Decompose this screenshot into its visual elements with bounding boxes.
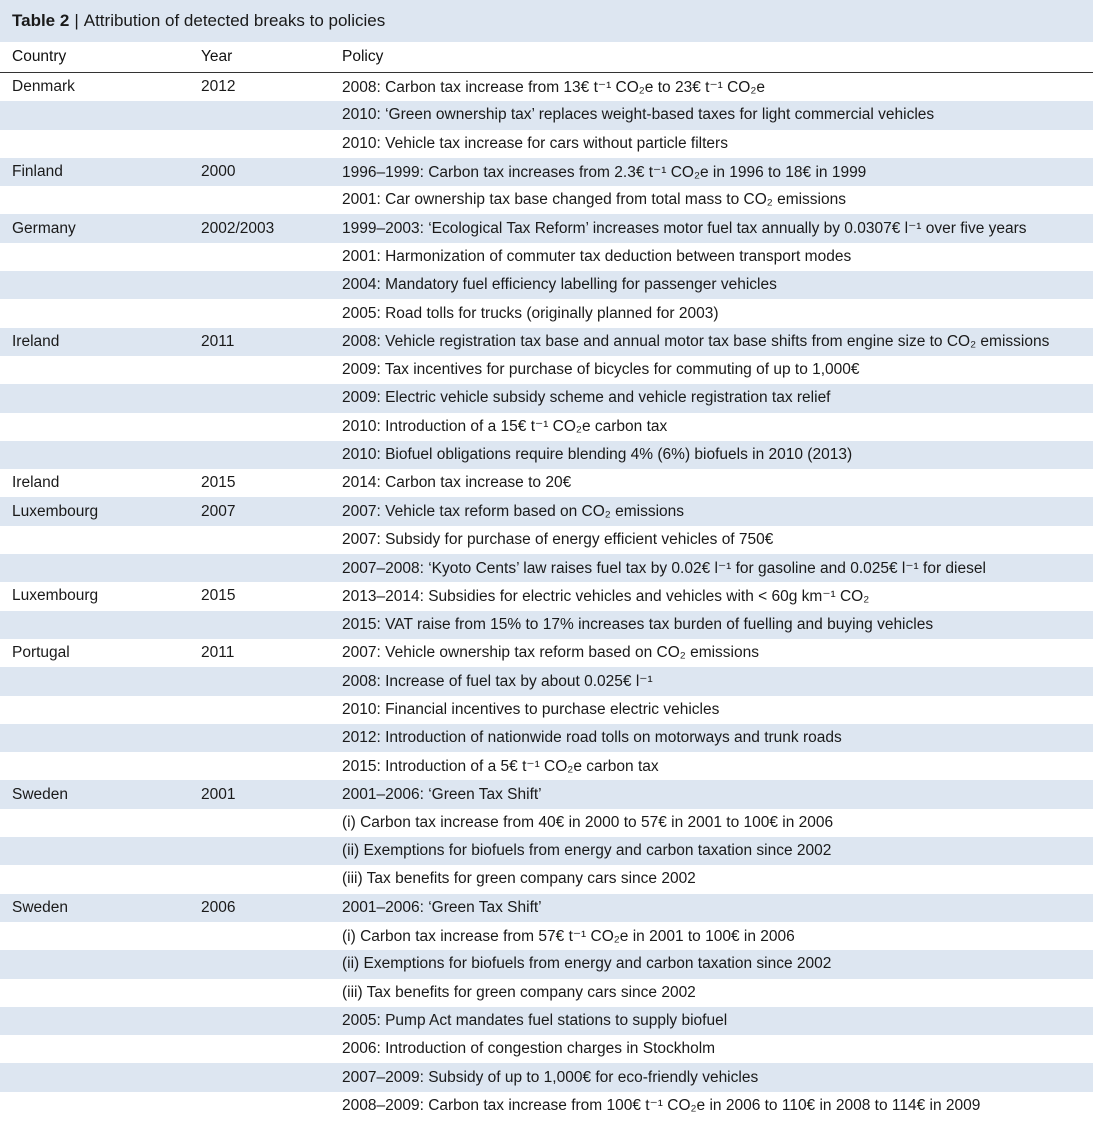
- cell-policy: 2005: Pump Act mandates fuel stations to supply biofuel: [330, 1007, 1093, 1035]
- cell-year: [189, 1092, 330, 1120]
- column-header-country: Country: [0, 42, 189, 73]
- cell-policy: 2005: Road tolls for trucks (originally planned for 2003): [342, 304, 719, 322]
- cell-year: 2001: [189, 780, 330, 808]
- table-row: [0, 979, 1093, 1007]
- cell-year: [189, 752, 330, 780]
- table-row: [0, 724, 1093, 752]
- cell-year: [189, 413, 330, 441]
- table-row: [0, 413, 1093, 441]
- cell-policy: 2006: Introduction of congestion charges in Stockholm: [342, 1040, 716, 1058]
- cell-year: [189, 922, 330, 950]
- cell-policy: 2007–2008: ‘Kyoto Cents’ law raises fuel tax by 0.02€ l⁻¹ for gasoline and 0.025€ l⁻¹ for diesel: [330, 554, 1093, 582]
- cell-country: Luxembourg: [0, 497, 189, 525]
- cell-country: [0, 186, 189, 214]
- table-row: [0, 752, 1093, 780]
- cell-year: [189, 356, 330, 384]
- cell-year: [189, 979, 330, 1007]
- cell-policy: 2009: Tax incentives for purchase of bicycles for commuting of up to 1,000€: [342, 361, 860, 379]
- cell-country: Luxembourg: [12, 587, 99, 605]
- cell-policy: 2008: Increase of fuel tax by about 0.025€ l⁻¹: [330, 667, 1093, 695]
- cell-policy: 2010: Financial incentives to purchase electric vehicles: [342, 700, 720, 718]
- cell-country: [0, 130, 189, 158]
- table-row: [0, 384, 1093, 412]
- cell-year: 2015: [201, 587, 236, 605]
- cell-year: [189, 384, 330, 412]
- cell-country: [0, 865, 189, 893]
- table-row: [0, 780, 1093, 808]
- cell-policy: (iii) Tax benefits for green company cars since 2002: [342, 870, 696, 888]
- cell-policy: 2013–2014: Subsidies for electric vehicles and vehicles with < 60g km⁻¹ CO₂: [342, 587, 870, 605]
- cell-year: 2012: [201, 78, 236, 96]
- cell-country: [0, 1035, 189, 1063]
- cell-country: [0, 526, 189, 554]
- cell-country: Germany: [0, 214, 189, 242]
- cell-policy: 2009: Electric vehicle subsidy scheme and vehicle registration tax relief: [330, 384, 1093, 412]
- cell-policy: 2008: Vehicle registration tax base and annual motor tax base shifts from engine size to CO₂ emissions: [330, 328, 1093, 356]
- cell-policy: (i) Carbon tax increase from 57€ t⁻¹ CO₂e in 2001 to 100€ in 2006: [342, 927, 795, 945]
- cell-country: [0, 950, 189, 978]
- cell-country: [0, 299, 189, 327]
- cell-country: Sweden: [0, 780, 189, 808]
- table-row: [0, 809, 1093, 837]
- table-row: [0, 950, 1093, 978]
- cell-year: [189, 1007, 330, 1035]
- table-row: [0, 101, 1093, 129]
- cell-year: 2000: [189, 158, 330, 186]
- table-row: [0, 73, 1093, 102]
- cell-policy: 2015: VAT raise from 15% to 17% increases tax burden of fuelling and buying vehicles: [330, 611, 1093, 639]
- table-row: [0, 639, 1093, 667]
- table-row: [0, 611, 1093, 639]
- cell-country: Sweden: [0, 894, 189, 922]
- cell-policy: 2001–2006: ‘Green Tax Shift’: [330, 894, 1093, 922]
- table-row: [0, 922, 1093, 950]
- table-row: [0, 526, 1093, 554]
- cell-country: [0, 724, 189, 752]
- cell-year: [189, 186, 330, 214]
- cell-country: Ireland: [12, 474, 60, 492]
- cell-year: 2002/2003: [189, 214, 330, 242]
- cell-policy: 2007: Vehicle tax reform based on CO₂ emissions: [330, 497, 1093, 525]
- table-row: [0, 1007, 1093, 1035]
- cell-country: [0, 413, 189, 441]
- table-row: [0, 1092, 1093, 1120]
- table-row: [0, 186, 1093, 214]
- cell-policy: 2008: Carbon tax increase from 13€ t⁻¹ CO₂e to 23€ t⁻¹ CO₂e: [342, 78, 765, 96]
- cell-year: [189, 243, 330, 271]
- cell-year: [189, 441, 330, 469]
- table-row: [0, 243, 1093, 271]
- cell-country: [0, 101, 189, 129]
- cell-country: [0, 554, 189, 582]
- table-row: [0, 667, 1093, 695]
- table-row: [0, 299, 1093, 327]
- table-row: [0, 894, 1093, 922]
- cell-country: [0, 837, 189, 865]
- table-row: [0, 837, 1093, 865]
- cell-country: [0, 1007, 189, 1035]
- cell-policy: (ii) Exemptions for biofuels from energy and carbon taxation since 2002: [330, 950, 1093, 978]
- table-row: [0, 554, 1093, 582]
- cell-policy: 1996–1999: Carbon tax increases from 2.3€ t⁻¹ CO₂e in 1996 to 18€ in 1999: [330, 158, 1093, 186]
- cell-year: [189, 809, 330, 837]
- cell-year: [189, 299, 330, 327]
- cell-country: [0, 243, 189, 271]
- cell-policy: 2007: Vehicle ownership tax reform based on CO₂ emissions: [342, 644, 759, 662]
- cell-policy: 2010: Vehicle tax increase for cars without particle filters: [342, 134, 728, 152]
- table-row: [0, 1035, 1093, 1063]
- table-header-row: [0, 42, 1093, 73]
- cell-year: 2015: [201, 474, 236, 492]
- table-row: [0, 158, 1093, 186]
- table-row: [0, 865, 1093, 893]
- cell-year: [189, 271, 330, 299]
- cell-year: [189, 837, 330, 865]
- table-row: [0, 441, 1093, 469]
- cell-country: [0, 922, 189, 950]
- cell-country: [0, 441, 189, 469]
- cell-country: [0, 384, 189, 412]
- table-title-text: Attribution of detected breaks to policies: [83, 11, 386, 30]
- table-title: [0, 0, 1093, 42]
- cell-policy: 2015: Introduction of a 5€ t⁻¹ CO₂e carbon tax: [342, 757, 659, 775]
- cell-year: 2011: [189, 328, 330, 356]
- cell-country: [0, 809, 189, 837]
- cell-year: [189, 865, 330, 893]
- cell-country: [0, 611, 189, 639]
- cell-country: Portugal: [12, 644, 70, 662]
- cell-policy: 2007–2009: Subsidy of up to 1,000€ for eco-friendly vehicles: [330, 1063, 1093, 1091]
- cell-policy: 2010: Introduction of a 15€ t⁻¹ CO₂e carbon tax: [342, 418, 668, 436]
- table-row: [0, 582, 1093, 610]
- cell-policy: 2001: Harmonization of commuter tax deduction between transport modes: [342, 247, 852, 265]
- policy-table: [0, 42, 1093, 1120]
- cell-year: 2007: [189, 497, 330, 525]
- cell-policy: (ii) Exemptions for biofuels from energy and carbon taxation since 2002: [330, 837, 1093, 865]
- table-row: [0, 130, 1093, 158]
- cell-country: [0, 1092, 189, 1120]
- table-row: [0, 214, 1093, 242]
- table-row: [0, 1063, 1093, 1091]
- cell-year: [189, 696, 330, 724]
- cell-country: [0, 667, 189, 695]
- cell-policy: 2007: Subsidy for purchase of energy efficient vehicles of 750€: [342, 530, 774, 548]
- cell-country: [0, 979, 189, 1007]
- cell-country: [0, 752, 189, 780]
- column-header-year: Year: [189, 42, 330, 73]
- cell-policy: 2010: Biofuel obligations require blending 4% (6%) biofuels in 2010 (2013): [330, 441, 1093, 469]
- table-row: [0, 328, 1093, 356]
- cell-year: 2011: [201, 644, 235, 662]
- cell-year: [189, 130, 330, 158]
- column-header-policy: Policy: [330, 42, 1093, 73]
- table-title-label: Table 2: [12, 11, 70, 30]
- cell-policy: 1999–2003: ‘Ecological Tax Reform’ increases motor fuel tax annually by 0.0307€ l⁻¹ over five years: [330, 214, 1093, 242]
- cell-policy: 2012: Introduction of nationwide road tolls on motorways and trunk roads: [330, 724, 1093, 752]
- cell-country: [0, 696, 189, 724]
- table-body: [0, 73, 1093, 1120]
- cell-year: [189, 724, 330, 752]
- cell-country: Ireland: [0, 328, 189, 356]
- table-row: [0, 356, 1093, 384]
- table-row: [0, 696, 1093, 724]
- cell-year: [189, 611, 330, 639]
- cell-country: Finland: [0, 158, 189, 186]
- cell-year: [189, 667, 330, 695]
- cell-year: [189, 101, 330, 129]
- table-row: [0, 271, 1093, 299]
- cell-policy: 2014: Carbon tax increase to 20€: [342, 474, 572, 492]
- cell-policy: (i) Carbon tax increase from 40€ in 2000 to 57€ in 2001 to 100€ in 2006: [342, 813, 834, 831]
- cell-country: Denmark: [12, 78, 75, 96]
- cell-year: [189, 1035, 330, 1063]
- table-row: [0, 469, 1093, 497]
- cell-policy: 2010: ‘Green ownership tax’ replaces weight-based taxes for light commercial vehicles: [330, 101, 1093, 129]
- cell-year: [189, 1063, 330, 1091]
- table-title-separator: |: [74, 11, 79, 30]
- cell-policy: 2004: Mandatory fuel efficiency labelling for passenger vehicles: [330, 271, 1093, 299]
- cell-policy: 2001–2006: ‘Green Tax Shift’: [330, 780, 1093, 808]
- cell-policy: 2001: Car ownership tax base changed from total mass to CO₂ emissions: [342, 191, 846, 209]
- cell-year: [189, 526, 330, 554]
- cell-policy: (iii) Tax benefits for green company cars since 2002: [342, 983, 696, 1001]
- table-row: [0, 497, 1093, 525]
- cell-year: [189, 554, 330, 582]
- cell-year: [189, 950, 330, 978]
- cell-year: 2006: [189, 894, 330, 922]
- cell-country: [0, 1063, 189, 1091]
- cell-policy: 2008–2009: Carbon tax increase from 100€ t⁻¹ CO₂e in 2006 to 110€ in 2008 to 114€ in 2009: [342, 1097, 981, 1115]
- cell-country: [0, 356, 189, 384]
- cell-country: [0, 271, 189, 299]
